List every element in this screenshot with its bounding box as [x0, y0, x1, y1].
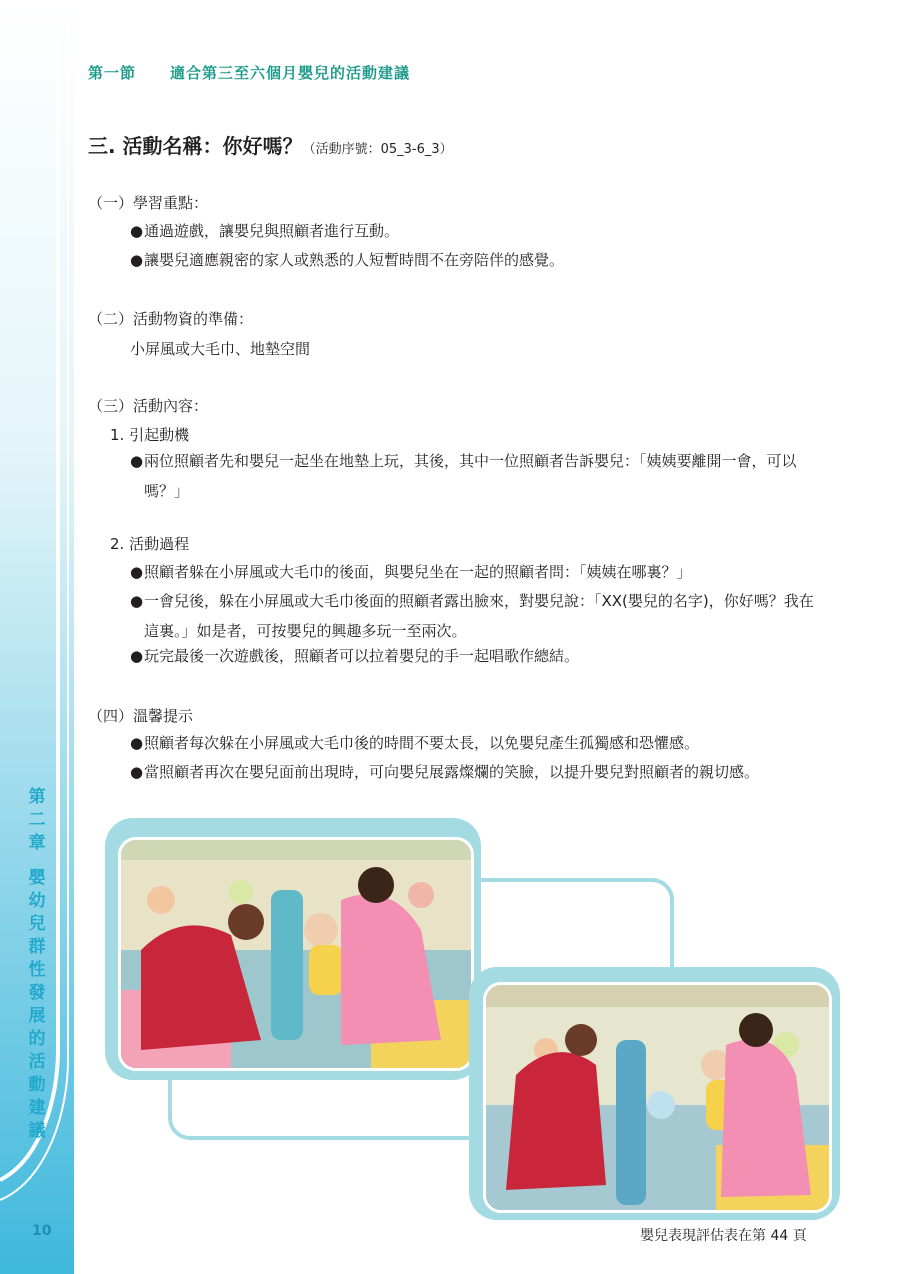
list-item: ● 兩位照顧者先和嬰兒一起坐在地墊上玩，其後，其中一位照顧者告訴嬰兒：「姨姨要離開一會，可以嗎？」	[130, 452, 797, 500]
step1-label: 1. 引起動機	[110, 426, 190, 444]
chapter-char: 展	[28, 1006, 46, 1026]
chapter-char: 建	[28, 1098, 46, 1118]
activity-heading: 三. 活動名稱：你好嗎？	[88, 134, 303, 158]
chapter-char: 發	[28, 983, 46, 1003]
chapter-char: 章	[28, 833, 46, 853]
chapter-char: 兒	[28, 914, 46, 934]
chapter-char: 性	[28, 960, 46, 980]
learning-heading: （一）學習重點：	[88, 194, 209, 212]
section-header	[88, 62, 410, 83]
activity-photo	[483, 982, 832, 1213]
activity-code: （活動序號：05_3-6_3）	[302, 142, 453, 157]
page-number: 10	[32, 1223, 52, 1239]
activity-title	[88, 130, 453, 159]
activity-photo	[118, 837, 474, 1071]
list-item: ● 通過遊戲，讓嬰兒與照顧者進行互動。	[130, 222, 400, 240]
chapter-char: 的	[28, 1029, 46, 1049]
footer-note: 嬰兒表現評估表在第 44 頁	[640, 1228, 807, 1244]
section-label: 第一節	[88, 64, 137, 82]
tips-heading: （四）溫馨提示	[88, 707, 194, 725]
materials-heading: （二）活動物資的準備：	[88, 310, 254, 328]
list-item: ● 當照顧者再次在嬰兒面前出現時，可向嬰兒展露燦爛的笑臉，以提升嬰兒對照顧者的親切感。	[130, 763, 760, 781]
list-item: ● 一會兒後，躲在小屏風或大毛巾後面的照顧者露出臉來，對嬰兒說：「XX(嬰兒的名字)，你好嗎？我在這裏。」如是者，可按嬰兒的興趣多玩一至兩次。	[130, 592, 814, 640]
list-item: ● 照顧者每次躲在小屏風或大毛巾後的時間不要太長，以免嬰兒產生孤獨感和恐懼感。	[130, 734, 700, 752]
materials-text: 小屏風或大毛巾、地墊空間	[130, 340, 311, 358]
step2-label: 2. 活動過程	[110, 535, 190, 553]
list-item: ● 玩完最後一次遊戲後，照顧者可以拉着嬰兒的手一起唱歌作總結。	[130, 647, 580, 665]
chapter-tab	[22, 786, 52, 1143]
content-heading: （三）活動內容：	[88, 397, 209, 415]
list-item: ● 讓嬰兒適應親密的家人或熟悉的人短暫時間不在旁陪伴的感覺。	[130, 251, 565, 269]
chapter-char: 活	[28, 1052, 46, 1072]
chapter-char: 嬰	[28, 868, 46, 888]
chapter-char	[22, 855, 52, 867]
chapter-char: 幼	[28, 891, 46, 911]
list-item: ● 照顧者躲在小屏風或大毛巾的後面，與嬰兒坐在一起的照顧者問：「姨姨在哪裏？」	[130, 563, 692, 581]
chapter-char: 二	[28, 810, 46, 830]
chapter-char: 群	[28, 937, 46, 957]
chapter-char: 動	[28, 1075, 46, 1095]
chapter-char: 議	[28, 1121, 46, 1141]
chapter-char: 第	[28, 787, 46, 807]
section-title: 適合第三至六個月嬰兒的活動建議	[170, 64, 411, 82]
